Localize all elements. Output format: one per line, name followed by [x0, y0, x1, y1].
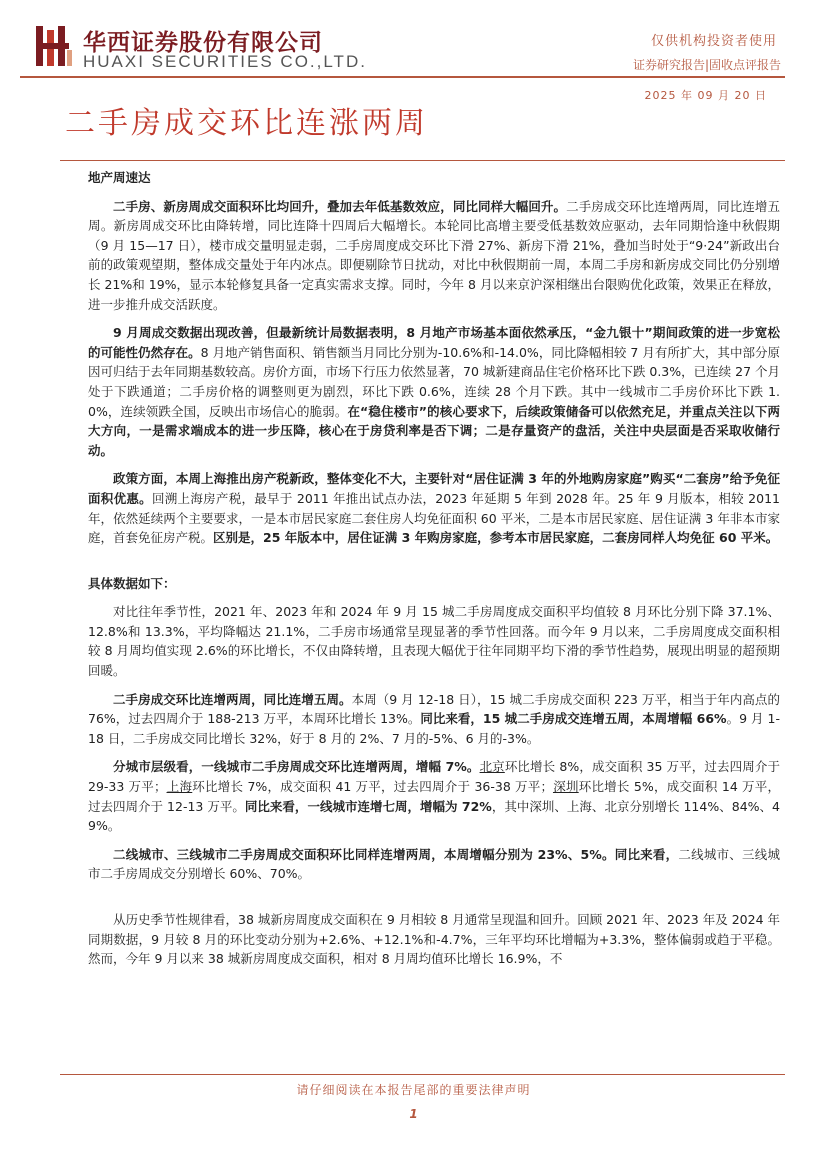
huaxi-logo-icon [34, 24, 74, 68]
paragraph-newhome: 从历史季节性规律看，38 城新房周度成交面积在 9 月相较 8 月通常呈现温和回升。回顾 2021 年、2023 年及 2024 年同期数据，9 月较 8 月的环比变动分别为+2.6%、+12.1%和-4.7%，三年平均环比增幅为+3.3%，整体偏弱或趋于平稳。然而，今年 9 月以来 38 城新房周度成交面积，相对 8 月周均值环比增长 16.9%，不 [88, 912, 780, 967]
paragraph-policy [88, 469, 780, 547]
paragraph-lead: 二手房成交环比连增两周，同比连增五周。 [113, 691, 352, 707]
paragraph-emphasis: 同比来看，一线城市连增七周，增幅为 72% [244, 798, 492, 814]
paragraph-text: 二手房成交环比连增两周，同比连增五周。新房周成交环比由降转增，同比连降十四周后大幅增长。本轮同比高增主要受低基数效应驱动，去年同期恰逢中秋假期（9 月 15—17 日），楼市成交量明显走弱，二手房周度成交环比下滑 27%、新房下滑 21%，叠加当时处于“9·24”新政出台前的政策观望期，整体成交量处于年内冰点。即便剔除节日扰动，对比中秋假期前一周，本周二手房和新房成交同比仍分别增长 21%和 19%，显示本轮修复具备一定真实需求支撑。同时，今年 8 月以来京沪深相继出台限购优化政策，效果正在释放，进一步推升成交活跃度。 [88, 198, 780, 312]
paragraph-text: 8 月地产销售面积、销售额当月同比分别为-10.6%和-14.0%，同比降幅相较 7 月有所扩大，其中部分原因可归结于去年同期基数较高。房价方面，市场下行压力依然显著，70 城新建商品住宅价格环比下跌 0.3%，已连续 27 个月处于下跌通道；二手房价格的调整则更为剧烈，环比下跌 0.6%，连续 28 个月下跌。其中一线城市二手房价环比下跌 1.0%，连续领跌全国，反映出市场信心的脆弱。 [88, 344, 780, 419]
investor-disclaimer-tag: 仅供机构投资者使用 [650, 34, 777, 49]
report-body [88, 168, 780, 969]
footer-legal-note: 请仔细阅读在本报告尾部的重要法律声明 [296, 1083, 531, 1097]
paragraph-fundamentals [88, 323, 780, 460]
paragraph-lead: 二线城市、三线城市二手房周成交面积环比同样连增两周，本周增幅分别为 23%、5%。同比来看， [113, 846, 679, 862]
company-name-cn: 华西证券股份有限公司 [83, 29, 323, 56]
city-shenzhen: 深圳 [552, 779, 579, 795]
report-type: 证券研究报告|固收点评报告 [632, 58, 781, 72]
paragraph-lead: 政策方面，本周上海推出房产税新政，整体变化不大，主要针对“居住证满 3 年的外地购房家庭”购买“二套房”给予免征面积优惠。 [88, 471, 780, 506]
paragraph-text: 二线城市、三线城市二手房周成交分别增长 60%、70%。 [88, 846, 780, 882]
paragraph-lead: 9 月周成交数据出现改善，但最新统计局数据表明，8 月地产市场基本面依然承压，“金九银十”期间政策的进一步宽松的可能性仍然存在。 [88, 325, 780, 360]
report-date: 2025 年 09 月 20 日 [644, 89, 767, 102]
paragraph-emphasis: 区别是，25 年版本中，居住证满 3 年购房家庭，参考本市居民家庭，二套房同样人均免征 60 平米。 [213, 530, 779, 546]
city-beijing: 北京 [479, 759, 505, 775]
city-shanghai: 上海 [166, 779, 193, 795]
paragraph-seasonality: 对比往年季节性，2021 年、2023 年和 2024 年 9 月 15 城二手房周度成交面积平均值较 8 月环比分别下降 37.1%、12.8%和 13.3%，平均降幅达 21.1%，二手房市场通常呈现显著的季节性回落。而今年 9 月以来，二手房周度成交面积相较 8 月周均值实现 2.6%的环比增长，不仅由降转增，且表现大幅优于往年同期平均下滑的季节性趋势，展现出明显的超预期回暖。 [88, 604, 780, 679]
paragraph-lead: 分城市层级看，一线城市二手房周成交环比连增两周，增幅 7%。 [113, 759, 480, 775]
section-heading-data: 具体数据如下： [88, 575, 176, 591]
paragraph-text: 环比增长 7%，成交面积 41 万平，过去四周介于 36-38 万平； [192, 779, 553, 795]
company-name-en: HUAXI SECURITIES CO.,LTD. [83, 52, 367, 71]
paragraph-text: ，其中深圳、上海、北京分别增长 114%、84%、49%。 [88, 798, 780, 834]
paragraph-text: 。9 月 1-18 日，二手房成交同比增长 32%，好于 8 月的 2%、7 月的-5%、6 月的-3%。 [88, 711, 780, 746]
report-title: 二手房成交环比连涨两周 [65, 106, 428, 141]
section-heading-weekly: 地产周速达 [88, 170, 151, 185]
paragraph-lead: 二手房、新房周成交面积环比均回升，叠加去年低基数效应，同比同样大幅回升。 [113, 198, 567, 214]
header-divider [20, 76, 785, 78]
footer-divider [60, 1074, 785, 1075]
paragraph-tier1 [88, 757, 780, 835]
title-divider [60, 160, 785, 161]
paragraph-text: 环比增长 8%，成交面积 35 万平，过去四周介于 29-33 万平； [88, 759, 780, 795]
paragraph-emphasis: 在“稳住楼市”的核心要求下，后续政策储备可以依然充足，并重点关注以下两大方向，一是需求端成本的进一步压降，核心在于房贷利率是否下调；二是存量资产的盘活，关注中央层面是否采取收储行动。 [88, 403, 780, 458]
page-number: 1 [409, 1107, 418, 1121]
paragraph-secondhand [88, 690, 780, 749]
paragraph-tier23 [88, 845, 780, 884]
paragraph-text: 环比增长 5%，成交面积 14 万平，过去四周介于 12-13 万平。 [88, 779, 780, 814]
paragraph-text: 本周（9 月 12-18 日），15 城二手房成交面积 223 万平，相当于年内高点的 76%，过去四周介于 188-213 万平，本周环比增长 13%。 [88, 691, 780, 727]
paragraph-text: 回溯上海房产税，最早于 2011 年推出试点办法，2023 年延期 5 年到 2028 年。25 年 9 月版本，相较 2011 年，依然延续两个主要要求，一是本市居民家庭二套住房人均免征面积 60 平米，二是本市居民家庭、居住证满 3 年非本市家庭，首套免征房产税。 [88, 490, 780, 546]
paragraph-summary [88, 197, 780, 315]
paragraph-emphasis: 同比来看，15 城二手房成交连增五周，本周增幅 66% [420, 711, 727, 727]
